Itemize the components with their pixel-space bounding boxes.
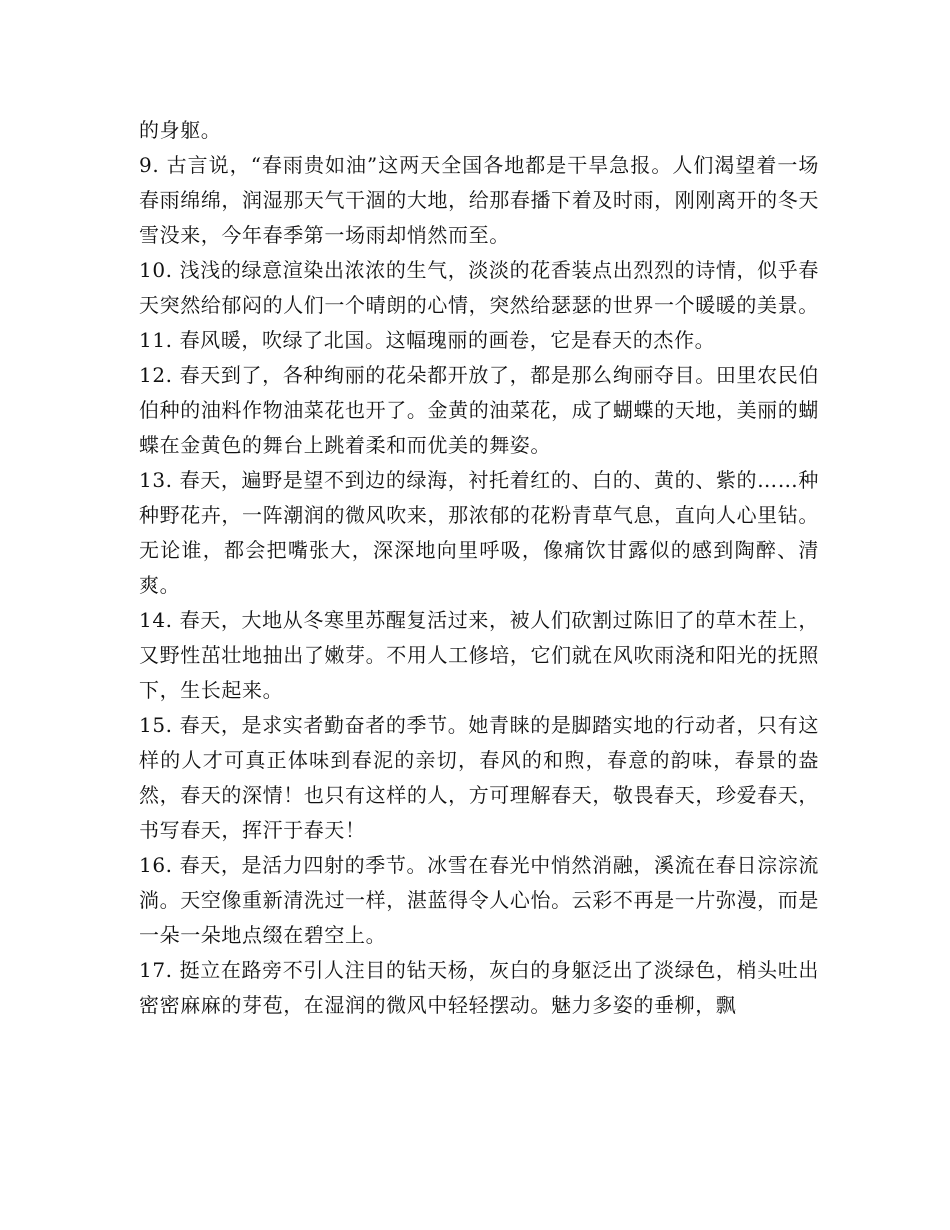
paragraph-item-17: 17. 挺立在路旁不引人注目的钻天杨，灰白的身躯泛出了淡绿色，梢头吐出密密麻麻的芽苞，在湿润的微风中轻轻摆动。魅力多姿的垂柳，飘 xyxy=(139,958,819,1017)
document-body xyxy=(139,113,819,1023)
paragraph-item-11: 11. 春风暖，吹绿了北国。这幅瑰丽的画卷，它是春天的杰作。 xyxy=(139,328,716,352)
paragraph-item-16: 16. 春天，是活力四射的季节。冰雪在春光中悄然消融，溪流在春日淙淙流淌。天空像重新清洗过一样，湛蓝得令人心怡。云彩不再是一片弥漫，而是一朵一朵地点缀在碧空上。 xyxy=(139,853,819,947)
paragraph-item-10: 10. 浅浅的绿意渲染出浓浓的生气，淡淡的花香装点出烈烈的诗情，似乎春天突然给郁闷的人们一个晴朗的心情，突然给瑟瑟的世界一个暖暖的美景。 xyxy=(139,258,819,317)
paragraph-item-15: 15. 春天，是求实者勤奋者的季节。她青睐的是脚踏实地的行动者，只有这样的人才可真正体味到春泥的亲切，春风的和煦，春意的韵味，春景的盎然，春天的深情！也只有这样的人，方可理解春天，敬畏春天，珍爱春天，书写春天，挥汗于春天！ xyxy=(139,713,819,842)
paragraph-item-14: 14. 春天，大地从冬寒里苏醒复活过来，被人们砍割过陈旧了的草木茬上，又野性茁壮地抽出了嫩芽。不用人工修培，它们就在风吹雨浇和阳光的抚照下，生长起来。 xyxy=(139,608,819,702)
paragraph-item-13: 13. 春天，遍野是望不到边的绿海，衬托着红的、白的、黄的、紫的……种种野花卉，一阵潮润的微风吹来，那浓郁的花粉青草气息，直向人心里钻。无论谁，都会把嘴张大，深深地向里呼吸，像痛饮甘露似的感到陶醉、清爽。 xyxy=(139,468,819,597)
paragraph-item-12: 12. 春天到了，各种绚丽的花朵都开放了，都是那么绚丽夺目。田里农民伯伯种的油料作物油菜花也开了。金黄的油菜花，成了蝴蝶的天地，美丽的蝴蝶在金黄色的舞台上跳着柔和而优美的舞姿。 xyxy=(139,363,819,457)
paragraph-item-9: 9. 古言说，“春雨贵如油”这两天全国各地都是干旱急报。人们渴望着一场春雨绵绵，润湿那天气干涸的大地，给那春播下着及时雨，刚刚离开的冬天雪没来，今年春季第一场雨却悄然而至。 xyxy=(139,153,819,247)
paragraph-fragment: 的身躯。 xyxy=(139,118,222,142)
